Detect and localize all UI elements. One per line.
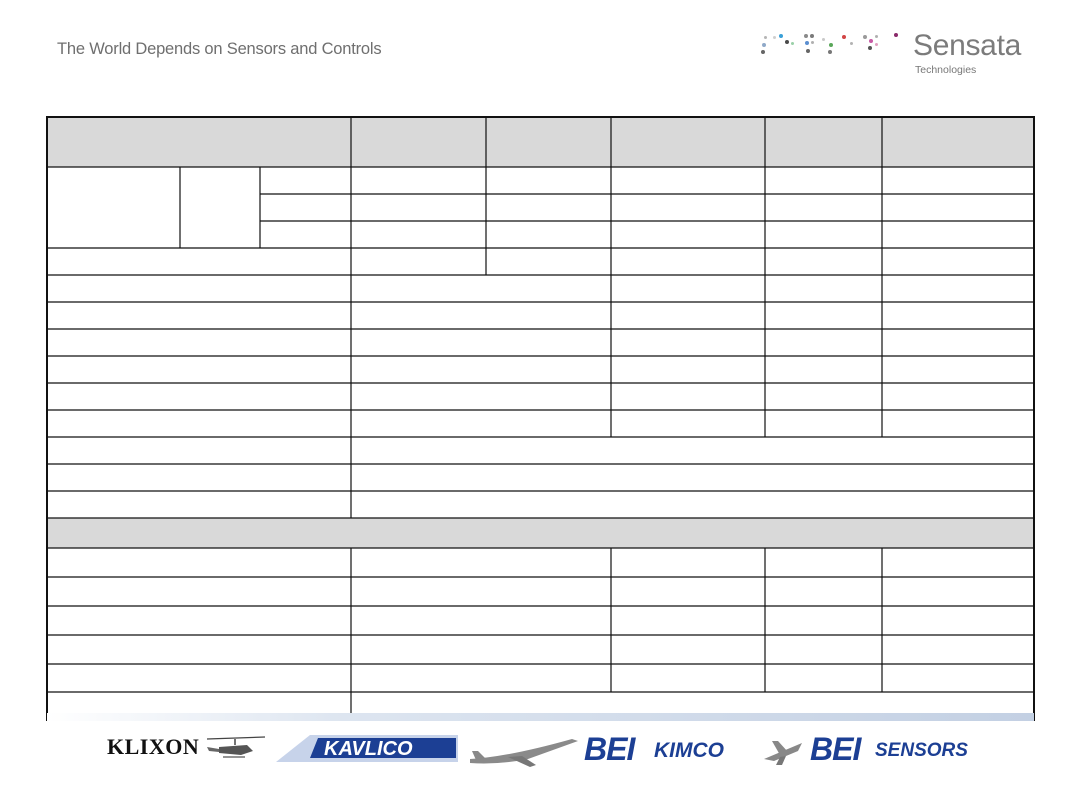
kavlico-logo — [270, 732, 460, 766]
brand-name: Sensata — [913, 29, 1021, 62]
bei-kimco-logo-bei: BEI — [584, 731, 635, 767]
footer-band — [47, 713, 1034, 721]
footer-logos — [0, 725, 1080, 785]
svg-text:KAVLICO: KAVLICO — [324, 738, 413, 760]
jet-icon — [762, 737, 804, 767]
helicopter-icon — [205, 733, 267, 763]
table-grid-lines — [47, 117, 1034, 720]
tagline: The World Depends on Sensors and Controls — [57, 40, 382, 58]
bei-sensors-logo-sensors: SENSORS — [875, 740, 968, 761]
bei-kimco-logo-kimco: KIMCO — [654, 739, 724, 762]
brand-subtitle: Technologies — [915, 64, 977, 76]
bei-sensors-logo-bei: BEI — [810, 731, 861, 767]
table-header-row — [47, 117, 1034, 167]
klixon-logo: KLIXON — [107, 734, 200, 759]
airliner-icon — [468, 733, 580, 769]
table-section-row — [47, 518, 1034, 548]
